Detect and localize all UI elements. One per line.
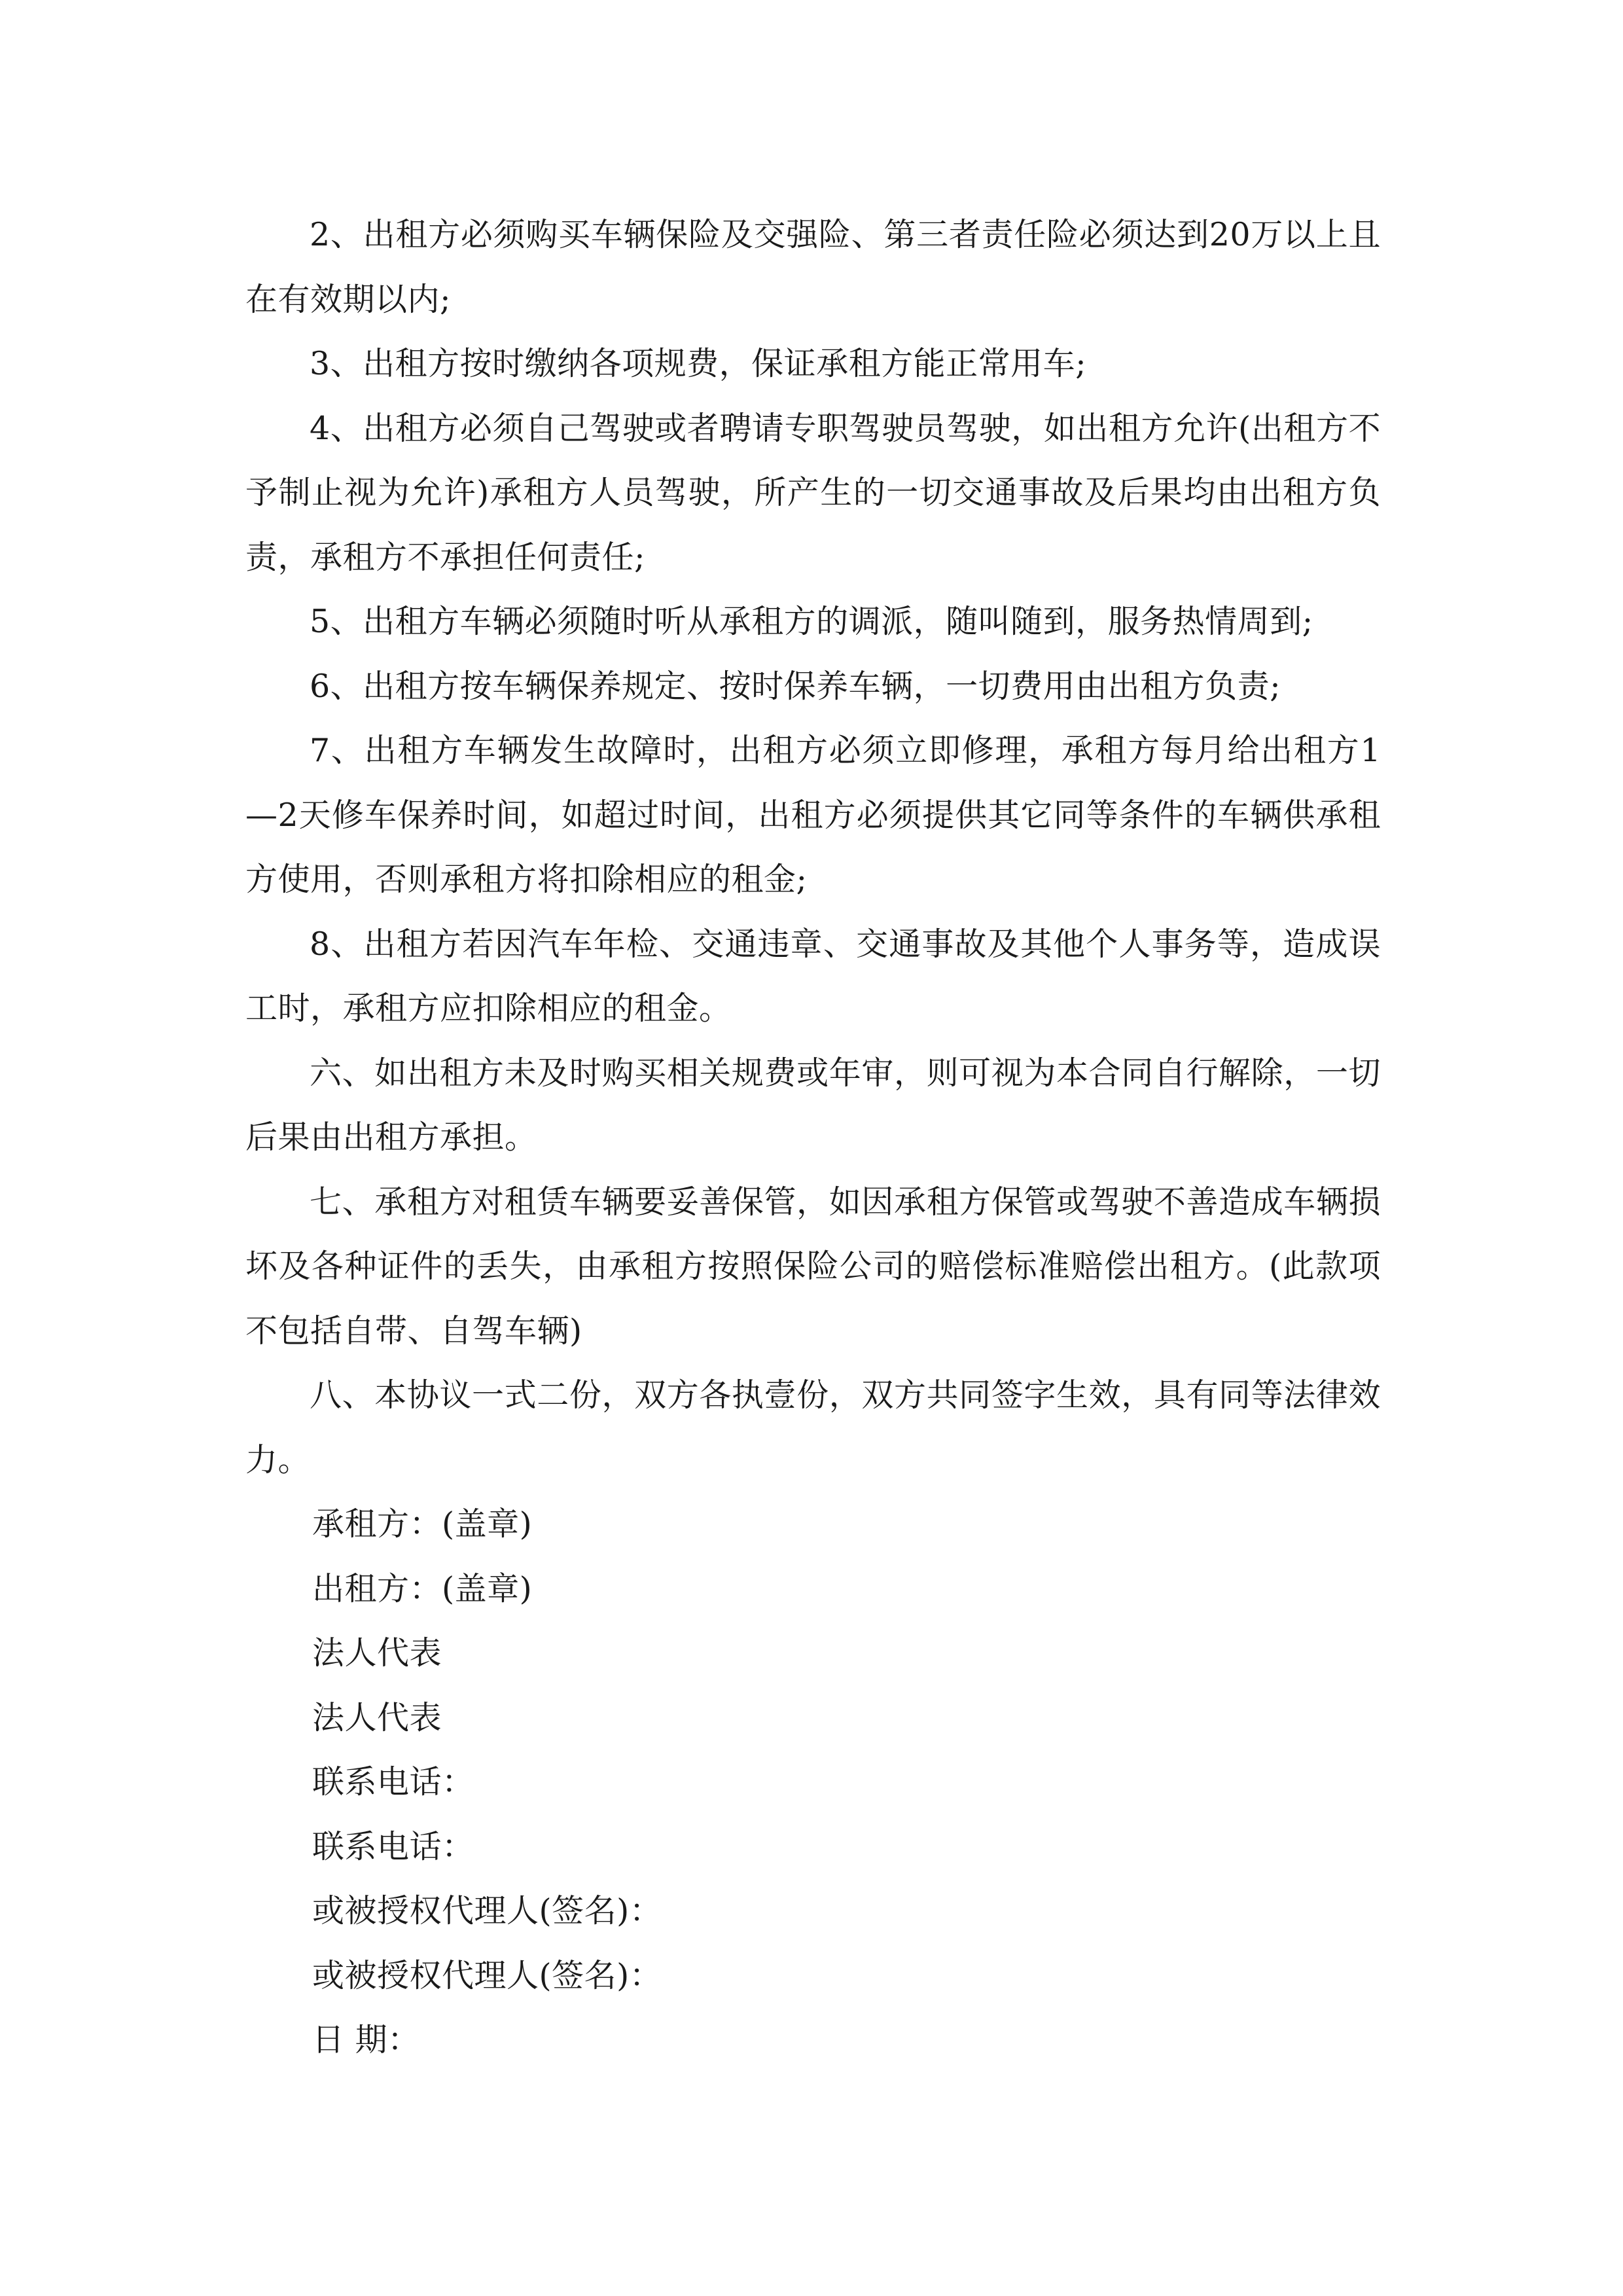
date-line: 日 期： bbox=[312, 2021, 420, 2058]
section-six: 六、如出租方未及时购买相关规费或年审，则可视为本合同自行解除，一切后果由出租方承担。 bbox=[245, 1054, 1381, 1156]
section-eight: 八、本协议一式二份，双方各执壹份，双方共同签字生效，具有同等法律效力。 bbox=[245, 1376, 1381, 1479]
phone-line-1: 联系电话： bbox=[312, 1763, 474, 1801]
section-seven: 七、承租方对租赁车辆要妥善保管，如因承租方保管或驾驶不善造成车辆损坏及各种证件的丢失，由承租方按照保险公司的赔偿标准赔偿出租方。(此款项不包括自带、自驾车辆) bbox=[245, 1183, 1381, 1350]
clause-8: 8、出租方若因汽车年检、交通违章、交通事故及其他个人事务等，造成误工时，承租方应扣除相应的租金。 bbox=[245, 925, 1381, 1027]
legal-rep-line-1: 法人代表 bbox=[312, 1634, 442, 1672]
lessor-seal-line: 出租方：(盖章) bbox=[312, 1570, 533, 1607]
contract-body bbox=[245, 203, 1381, 2073]
phone-line-2: 联系电话： bbox=[312, 1827, 474, 1865]
clause-4: 4、出租方必须自己驾驶或者聘请专职驾驶员驾驶，如出租方允许(出租方不予制止视为允许)承租方人员驾驶，所产生的一切交通事故及后果均由出租方负责，承租方不承担任何责任; bbox=[245, 409, 1381, 576]
clause-7: 7、出租方车辆发生故障时，出租方必须立即修理，承租方每月给出租方1—2天修车保养时间，如超过时间，出租方必须提供其它同等条件的车辆供承租方使用，否则承租方将扣除相应的租金; bbox=[245, 732, 1381, 898]
lessee-seal-line: 承租方：(盖章) bbox=[312, 1505, 533, 1543]
clause-3: 3、出租方按时缴纳各项规费，保证承租方能正常用车; bbox=[310, 345, 1087, 382]
signature-block bbox=[245, 1492, 1381, 2073]
clause-6: 6、出租方按车辆保养规定、按时保养车辆，一切费用由出租方负责; bbox=[310, 667, 1281, 705]
clause-2: 2、出租方必须购买车辆保险及交强险、第三者责任险必须达到20万以上且在有效期以内; bbox=[245, 216, 1381, 318]
agent-line-1: 或被授权代理人(签名)： bbox=[312, 1892, 662, 1929]
legal-rep-line-2: 法人代表 bbox=[312, 1698, 442, 1736]
agent-line-2: 或被授权代理人(签名)： bbox=[312, 1956, 662, 1994]
clause-5: 5、出租方车辆必须随时听从承租方的调派，随叫随到，服务热情周到; bbox=[310, 603, 1313, 640]
